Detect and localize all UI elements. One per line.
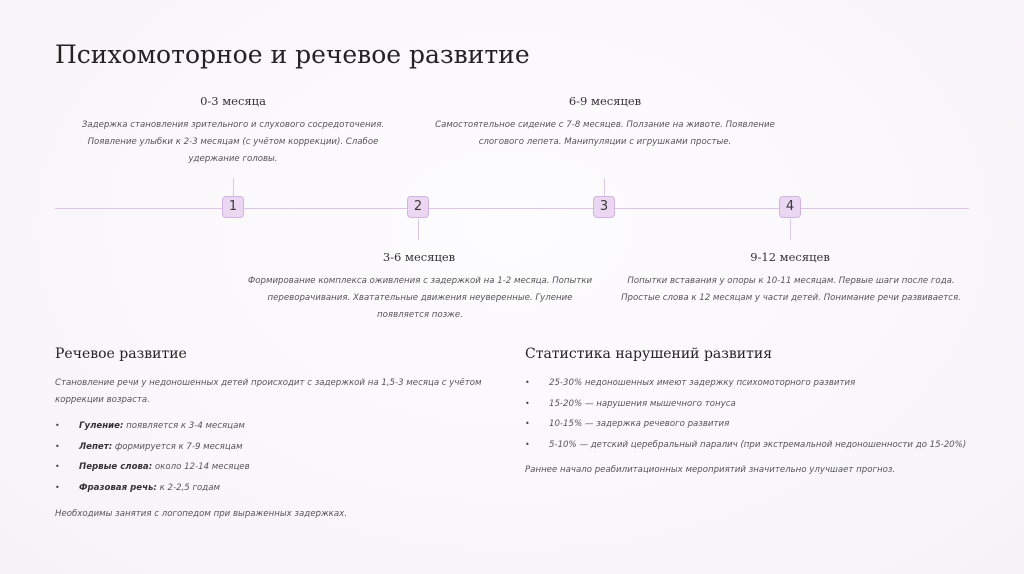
list-item bbox=[525, 373, 966, 394]
bullet-icon: • bbox=[55, 441, 60, 451]
stats-item-text: 5-10% — детский церебральный паралич (при экстремальной недоношенности до 15-20%) bbox=[549, 439, 967, 450]
stage-1-description: Задержка становления зрительного и слухового сосредоточения. Появление улыбки к 2-3 месяцам (с учётом коррекции). Слабое удержание головы. bbox=[81, 120, 385, 164]
bullet-icon: • bbox=[525, 419, 530, 428]
stage-1-marker: 1 bbox=[222, 196, 244, 218]
speech-term: Гуление: bbox=[79, 421, 124, 431]
stage-4-marker: 4 bbox=[779, 196, 801, 218]
speech-term: Фразовая речь: bbox=[79, 482, 157, 493]
speech-text: формируется к 7-9 месяцам bbox=[112, 441, 243, 452]
list-item bbox=[55, 478, 250, 499]
stats-item-text: 25-30% недоношенных имеют задержку психомоторного развития bbox=[549, 378, 856, 388]
list-item bbox=[525, 394, 966, 415]
stage-2-description: Формирование комплекса оживления с задержкой на 1-2 месяца. Попытки переворачивания. Хватательные движения неуверенные. Гуление появляется позже. bbox=[247, 276, 593, 320]
stage-3-marker: 3 bbox=[593, 196, 615, 218]
bullet-icon: • bbox=[55, 421, 60, 430]
stats-item-text: 10-15% — задержка речевого развития bbox=[549, 419, 730, 429]
stage-4-connector bbox=[790, 219, 791, 240]
stats-list bbox=[525, 373, 966, 455]
bullet-icon: • bbox=[525, 378, 530, 387]
bullet-icon: • bbox=[55, 482, 60, 492]
stage-2-period: 3-6 месяцев bbox=[382, 250, 456, 264]
stage-4-description: Попытки вставания у опоры к 10-11 месяцам. Первые шаги после года. Простые слова к 12 месяцам у части детей. Понимание речи развивается. bbox=[621, 276, 961, 303]
stats-note: Раннее начало реабилитационных мероприятий значительно улучшает прогноз. bbox=[525, 465, 896, 475]
speech-title: Речевое развитие bbox=[55, 346, 187, 362]
speech-text: к 2-2,5 годам bbox=[156, 482, 220, 493]
stats-title: Статистика нарушений развития bbox=[525, 346, 773, 362]
speech-list bbox=[55, 416, 250, 498]
page-title: Психомоторное и речевое развитие bbox=[55, 40, 530, 69]
list-item bbox=[55, 437, 250, 458]
stats-item-text: 15-20% — нарушения мышечного тонуса bbox=[549, 398, 736, 409]
stage-3-connector bbox=[604, 178, 605, 198]
speech-text: около 12-14 месяцев bbox=[152, 462, 250, 472]
timeline-axis bbox=[55, 208, 969, 209]
stage-2-marker: 2 bbox=[407, 196, 429, 218]
speech-intro: Становление речи у недоношенных детей происходит с задержкой на 1,5-3 месяца с учётом коррекции возраста. bbox=[55, 378, 482, 405]
stage-3-period: 6-9 месяцев bbox=[568, 94, 642, 108]
bullet-icon: • bbox=[525, 439, 530, 449]
stage-3-description: Самостоятельное сидение с 7-8 месяцев. Ползание на животе. Появление слогового лепета. Манипуляции с игрушками простые. bbox=[435, 120, 775, 147]
list-item bbox=[525, 435, 966, 456]
stage-4-period: 9-12 месяцев bbox=[750, 250, 830, 264]
speech-text: появляется к 3-4 месяцам bbox=[123, 421, 245, 431]
speech-term: Первые слова: bbox=[79, 462, 153, 472]
bullet-icon: • bbox=[55, 462, 60, 471]
stage-1-connector bbox=[233, 178, 234, 198]
list-item bbox=[55, 416, 250, 437]
bullet-icon: • bbox=[525, 398, 530, 408]
speech-term: Лепет: bbox=[79, 441, 113, 452]
stage-1-period: 0-3 месяца bbox=[200, 94, 266, 108]
list-item bbox=[55, 457, 250, 478]
list-item bbox=[525, 414, 966, 435]
speech-note: Необходимы занятия с логопедом при выраженных задержках. bbox=[55, 509, 347, 519]
stage-2-connector bbox=[418, 219, 419, 240]
